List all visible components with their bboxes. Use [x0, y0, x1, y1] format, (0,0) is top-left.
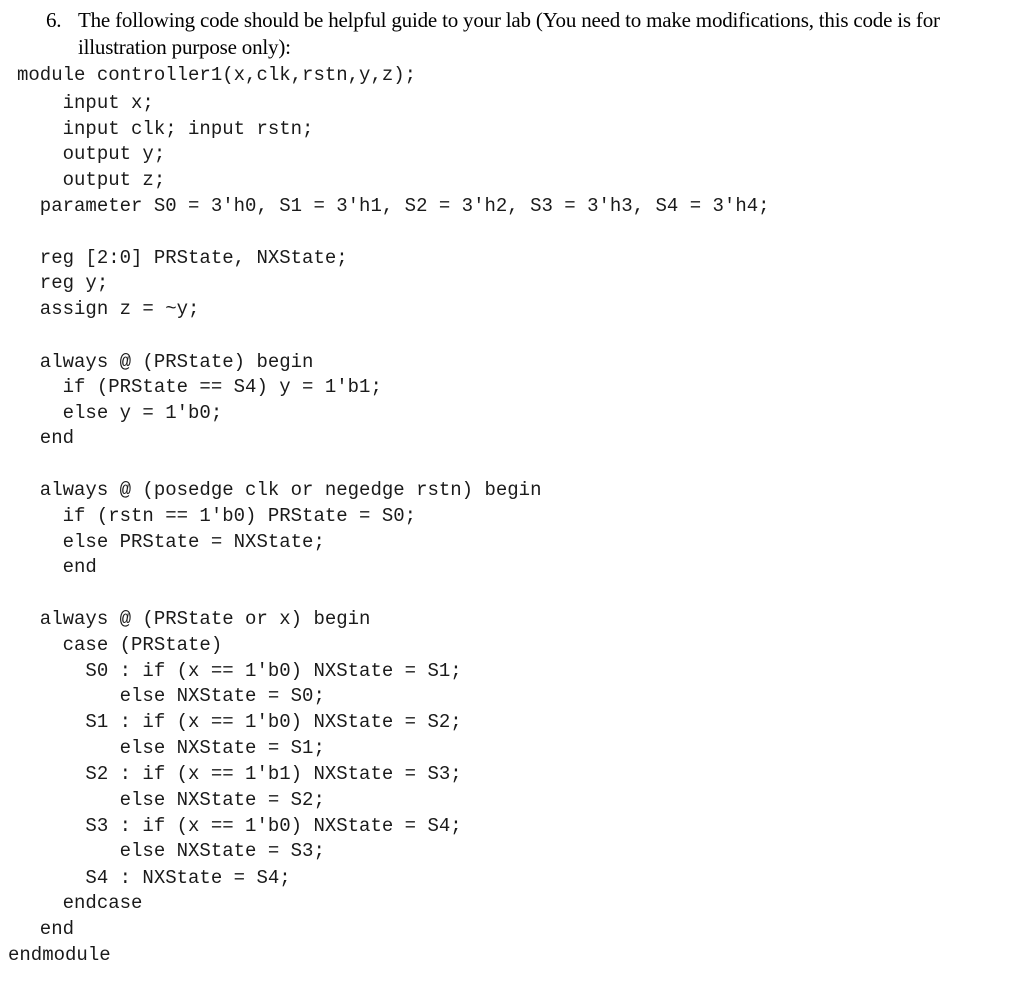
code-line: S2 : if (x == 1'b1) NXState = S3; [17, 763, 462, 785]
code-line: else NXState = S2; [17, 789, 325, 811]
code-line: output y; [17, 143, 166, 165]
code-line: else PRState = NXState; [17, 531, 325, 553]
code-line: S0 : if (x == 1'b0) NXState = S1; [17, 660, 462, 682]
code-line: else NXState = S1; [17, 737, 325, 759]
code-line: else NXState = S0; [17, 685, 325, 707]
code-line: module controller1(x,clk,rstn,y,z); [17, 64, 417, 86]
code-line: else y = 1'b0; [17, 402, 223, 424]
question-number: 6. [46, 8, 62, 32]
code-line: always @ (posedge clk or negedge rstn) begin [17, 479, 542, 501]
code-line: else NXState = S3; [17, 840, 325, 862]
code-line: case (PRState) [17, 634, 223, 656]
code-line: always @ (PRState or x) begin [17, 608, 371, 630]
code-line: always @ (PRState) begin [17, 351, 314, 373]
code-line: S3 : if (x == 1'b0) NXState = S4; [17, 815, 462, 837]
code-line: S1 : if (x == 1'b0) NXState = S2; [17, 711, 462, 733]
code-line: reg [2:0] PRState, NXState; [17, 247, 348, 269]
code-line: input x; [17, 92, 154, 114]
code-line: endcase [17, 892, 143, 914]
code-line: endmodule [8, 944, 111, 966]
code-line: if (PRState == S4) y = 1'b1; [17, 376, 382, 398]
code-line: end [17, 918, 75, 940]
question-text: The following code should be helpful guide to your lab (You need to make modifications, this code is for illustration purpose only): [78, 8, 940, 59]
code-line: S4 : NXState = S4; [17, 867, 291, 889]
code-line: output z; [17, 169, 166, 191]
code-line: if (rstn == 1'b0) PRState = S0; [17, 505, 417, 527]
code-line: assign z = ~y; [17, 298, 200, 320]
question [46, 7, 1016, 61]
code-line: parameter S0 = 3'h0, S1 = 3'h1, S2 = 3'h2, S3 = 3'h3, S4 = 3'h4; [17, 195, 770, 217]
code-line: reg y; [17, 272, 109, 294]
code-line: end [17, 427, 75, 449]
code-line: input clk; input rstn; [17, 118, 314, 140]
code-line: end [17, 556, 97, 578]
